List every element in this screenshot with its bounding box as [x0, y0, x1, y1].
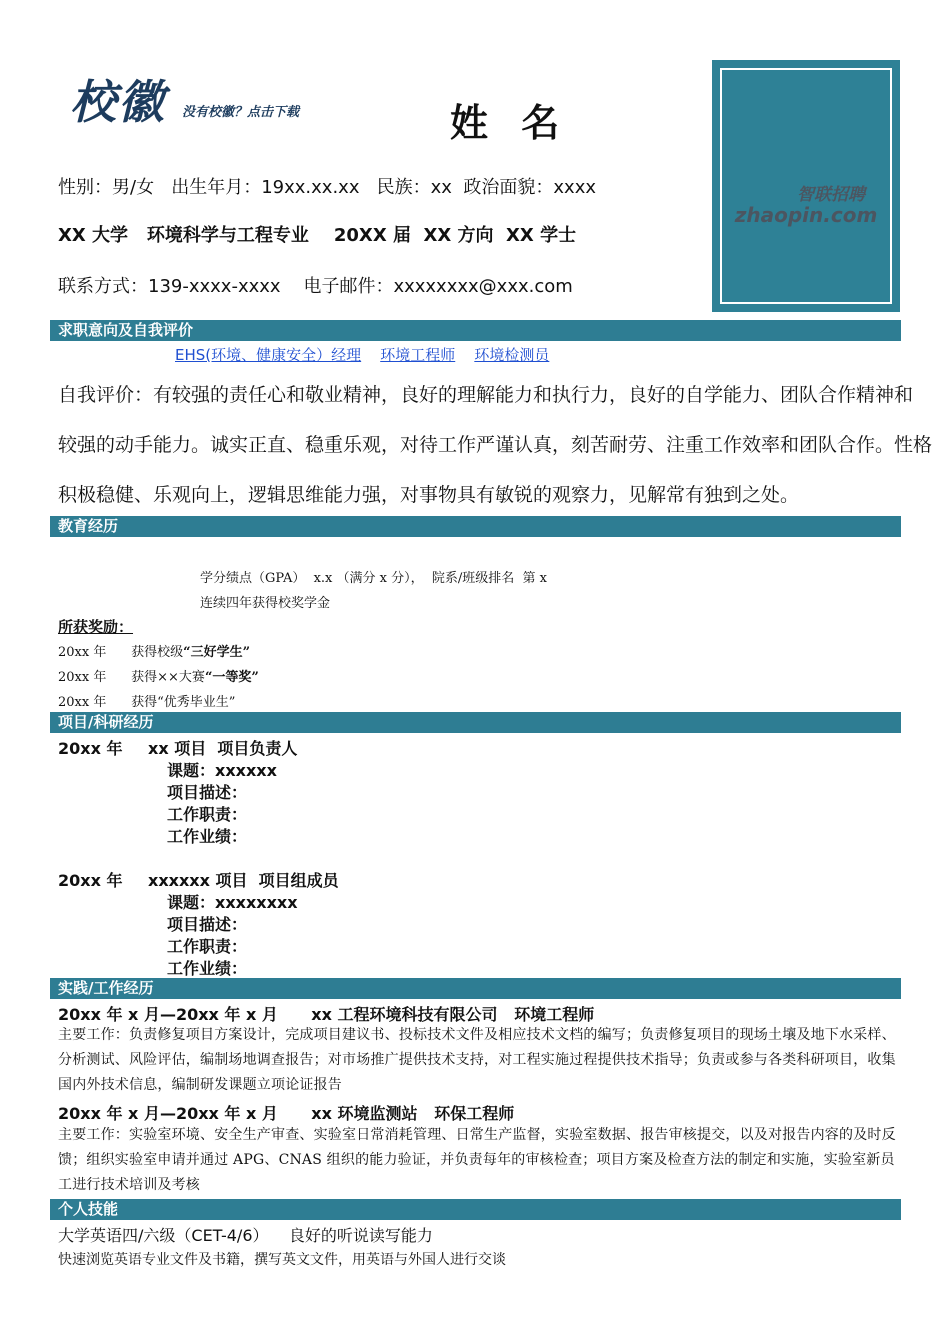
education-summary: XX 大学 环境科学与工程专业 20XX 届 XX 方向 XX 学士 — [58, 225, 577, 246]
award-year: 20xx 年 — [58, 670, 107, 685]
personal-info: 性别：男/女 出生年月：19xx.xx.xx 民族：xx 政治面貌：xxxx — [58, 177, 597, 198]
project-duty: 工作职责： — [167, 937, 248, 956]
project-title: xxxxxx 项目 项目组成员 — [148, 871, 339, 890]
section-header-education: 教育经历 — [50, 516, 901, 537]
project-topic: 课题：xxxxxx — [167, 761, 277, 780]
award-year: 20xx 年 — [58, 645, 107, 660]
award-item — [58, 666, 259, 685]
project-year: 20xx 年 — [58, 739, 123, 758]
work-header: 20xx 年 x 月—20xx 年 x 月 xx 环境监测站 环保工程师 — [58, 1104, 515, 1123]
logo-download-link[interactable]: 没有校徽？点击下载 — [182, 105, 300, 120]
gpa-line: 学分绩点（GPA） x.x （满分 x 分）， 院系/班级排名 第 x — [200, 571, 547, 586]
award-highlight: “一等奖” — [204, 670, 259, 685]
self-eval-line: 较强的动手能力。诚实正直、稳重乐观，对待工作严谨认真，刻苦耐劳、注重工作效率和团队合作。性格 — [58, 434, 933, 456]
scholarship-line: 连续四年获得校奖学金 — [200, 596, 331, 611]
section-header-projects: 项目/科研经历 — [50, 712, 901, 733]
project-result: 工作业绩： — [167, 827, 248, 846]
skill-line: 快速浏览英语专业文件及书籍，撰写英文文件，用英语与外国人进行交谈 — [58, 1252, 506, 1268]
job-intent-link[interactable]: EHS(环境、健康安全）经理 — [175, 346, 362, 364]
award-text: 获得“优秀毕业生” — [131, 695, 236, 710]
watermark — [722, 180, 890, 227]
contact-info: 联系方式：139-xxxx-xxxx 电子邮件：xxxxxxxx@xxx.com — [58, 276, 573, 297]
work-description: 主要工作：实验室环境、安全生产审查、实验室日常消耗管理、日常生产监督，实验室数据、报告审核提交，以及对报告内容的及时反馈；组织实验室申请并通过 APG、CNAS 组织的能力验证，并负责每年的审核检查；项目方案及检查方法的制定和实施，实验室新员工进行技术培训及考核 — [58, 1127, 896, 1193]
work-header: 20xx 年 x 月—20xx 年 x 月 xx 工程环境科技有限公司 环境工程师 — [58, 1005, 595, 1024]
project-title: xx 项目 项目负责人 — [148, 739, 298, 758]
project-desc: 项目描述： — [167, 783, 248, 802]
awards-title: 所获奖励： — [58, 618, 134, 636]
project-result: 工作业绩： — [167, 959, 248, 978]
award-text: 获得校级 — [131, 645, 184, 660]
award-year: 20xx 年 — [58, 695, 107, 710]
project-year: 20xx 年 — [58, 871, 123, 890]
school-logo: 校徽 — [70, 75, 166, 129]
watermark-en: zhaopin.com — [734, 203, 878, 227]
job-intent-link[interactable]: 环境检测员 — [474, 346, 550, 364]
self-eval-line: 自我评价：有较强的责任心和敬业精神，良好的理解能力和执行力，良好的自学能力、团队合作精神和 — [58, 384, 914, 406]
award-item — [58, 641, 250, 660]
photo-border — [720, 68, 892, 304]
job-intent-link[interactable]: 环境工程师 — [380, 346, 456, 364]
job-intent-list — [175, 344, 549, 365]
award-text: 获得××大赛 — [131, 670, 205, 685]
project-duty: 工作职责： — [167, 805, 248, 824]
section-header-work: 实践/工作经历 — [50, 978, 901, 999]
skill-line: 大学英语四/六级（CET-4/6） 良好的听说读写能力 — [58, 1226, 433, 1245]
section-header-skills: 个人技能 — [50, 1199, 901, 1220]
section-header-intent: 求职意向及自我评价 — [50, 320, 901, 341]
self-eval-line: 积极稳健、乐观向上，逻辑思维能力强，对事物具有敏锐的观察力，见解常有独到之处。 — [58, 484, 800, 506]
watermark-cn: 智联招聘 — [797, 185, 865, 205]
award-highlight: “三好学生” — [183, 645, 251, 660]
project-topic: 课题：xxxxxxxx — [167, 893, 298, 912]
project-desc: 项目描述： — [167, 915, 248, 934]
photo-frame[interactable] — [712, 60, 900, 312]
award-item — [58, 691, 235, 710]
candidate-name: 姓 名 — [450, 101, 570, 145]
work-description: 主要工作：负责修复项目方案设计，完成项目建议书、投标技术文件及相应技术文档的编写；负责修复项目的现场土壤及地下水采样、分析测试、风险评估，编制场地调查报告；对市场推广提供技术支持，对工程实施过程提供技术指导；负责或参与各类科研项目，收集国内外技术信息，编制研发课题立项论证报告 — [58, 1027, 896, 1093]
